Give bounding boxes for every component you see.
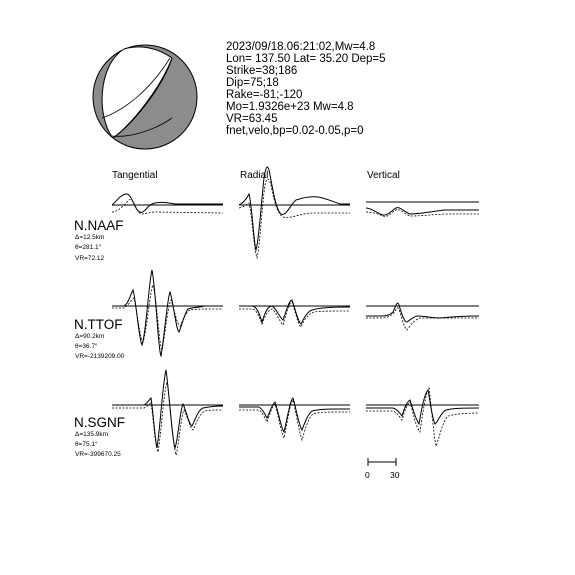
header-line-location: Lon= 137.50 Lat= 35.20 Dep=5 xyxy=(226,53,386,65)
station-azimuth: θ=36.7° xyxy=(75,343,98,350)
sgnf-tangential-synthetic xyxy=(112,382,223,455)
header-line-processing: fnet,velo,bp=0.02-0.05,p=0 xyxy=(226,125,364,137)
station-variance-reduction: VR=-399670.25 xyxy=(75,451,121,458)
station-azimuth: θ=281.1° xyxy=(75,244,102,251)
header-line-moment: Mo=1.9326e+23 Mw=4.8 xyxy=(226,101,354,113)
scale-label-end: 30 xyxy=(390,470,400,480)
station-variance-reduction: VR=-2139209.00 xyxy=(75,353,125,360)
station-distance: Δ=135.9km xyxy=(75,431,109,438)
column-title-vertical: Vertical xyxy=(367,170,400,181)
header-line-rake: Rake=-81;-120 xyxy=(226,89,303,101)
time-scale-bar xyxy=(368,458,396,466)
station-distance: Δ=90.2km xyxy=(75,333,105,340)
ttof-radial-observed xyxy=(239,300,350,324)
station-distance: Δ=12.5km xyxy=(75,234,105,241)
naaf-vertical-observed xyxy=(366,208,479,216)
sgnf-vertical-synthetic xyxy=(366,388,479,446)
ttof-vertical-synthetic xyxy=(366,308,479,330)
sgnf-vertical-observed xyxy=(366,390,479,424)
station-variance-reduction: VR=72.12 xyxy=(75,255,105,262)
column-title-tangential: Tangential xyxy=(112,170,158,181)
ttof-tangential-synthetic xyxy=(112,285,223,350)
header-line-event: 2023/09/18.06:21:02,Mw=4.8 xyxy=(226,41,376,53)
scale-label-start: 0 xyxy=(365,470,370,480)
header-line-variance-reduction: VR=63.45 xyxy=(226,113,278,125)
sgnf-radial-synthetic xyxy=(239,400,350,440)
naaf-tangential-synthetic xyxy=(112,199,223,214)
station-azimuth: θ=75.1° xyxy=(75,441,98,448)
station-name: N.TTOF xyxy=(74,317,123,332)
sgnf-tangential-observed xyxy=(112,370,223,448)
header-line-dip: Dip=75;18 xyxy=(226,77,279,89)
naaf-tangential-observed xyxy=(112,194,223,212)
column-title-radial: Radial xyxy=(240,170,269,181)
header-line-strike: Strike=38;186 xyxy=(226,65,298,77)
station-name: N.NAAF xyxy=(74,218,124,233)
focal-mechanism-beachball xyxy=(93,45,197,149)
station-name: N.SGNF xyxy=(74,415,126,430)
sgnf-radial-observed xyxy=(239,398,350,432)
